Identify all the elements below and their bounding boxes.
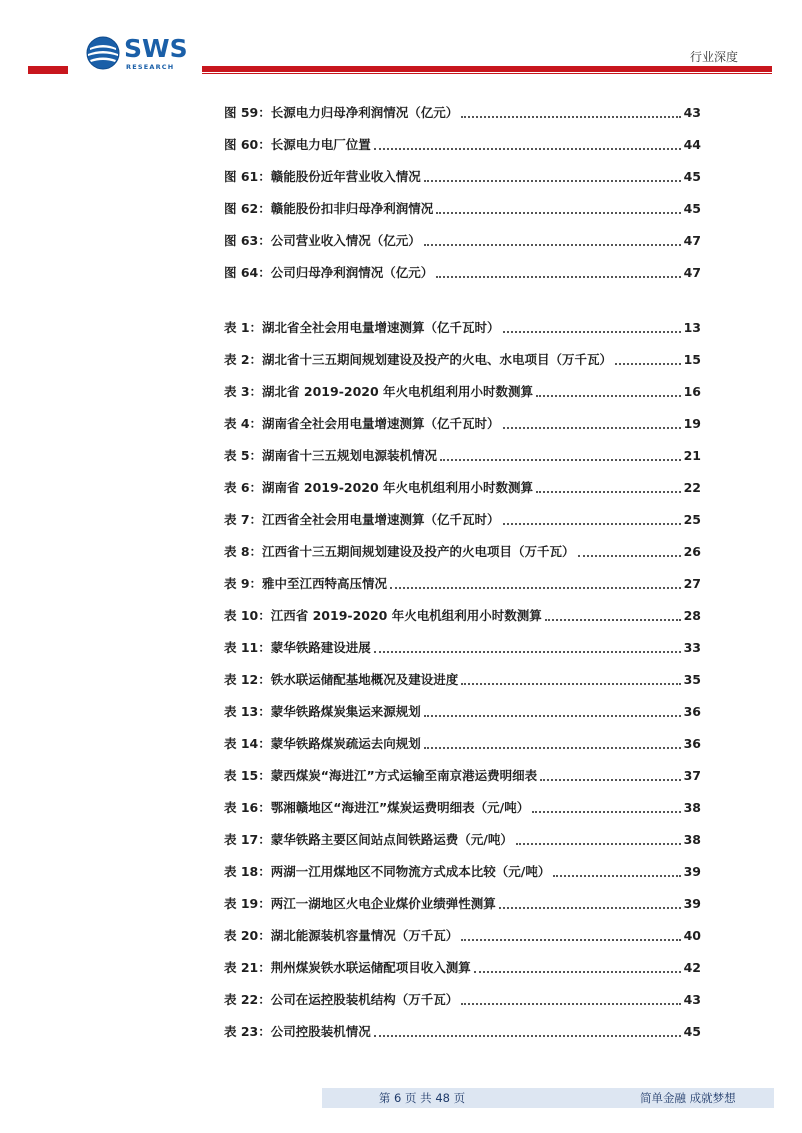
toc-leader-dots	[374, 1035, 681, 1037]
toc-entry[interactable]	[224, 733, 701, 753]
toc-entry-label: 表 1：湖北省全社会用电量增速测算（亿千瓦时）	[224, 320, 500, 335]
toc-entry-page: 45	[683, 169, 701, 184]
toc-entry-label: 图 59：长源电力归母净利润情况（亿元）	[224, 105, 459, 120]
toc-entry[interactable]	[224, 989, 701, 1009]
toc-entry-label: 图 61：赣能股份近年营业收入情况	[224, 169, 421, 184]
toc-leader-dots	[503, 523, 681, 525]
toc-entry-label: 表 7：江西省全社会用电量增速测算（亿千瓦时）	[224, 512, 500, 527]
toc-entry[interactable]	[224, 957, 701, 977]
toc-entry-page: 40	[683, 928, 701, 943]
toc-entry-label: 表 21：荆州煤炭铁水联运储配项目收入测算	[224, 960, 471, 975]
toc-entry[interactable]	[224, 445, 701, 465]
toc-entry[interactable]	[224, 413, 701, 433]
toc-leader-dots	[424, 747, 681, 749]
toc-leader-dots	[499, 907, 681, 909]
toc-leader-dots	[461, 939, 680, 941]
toc-entry-label: 图 63：公司营业收入情况（亿元）	[224, 233, 421, 248]
toc-entry-page: 36	[683, 736, 701, 751]
toc-entry-page: 42	[683, 960, 701, 975]
toc-entry-label: 表 11：蒙华铁路建设进展	[224, 640, 371, 655]
toc-entry[interactable]	[224, 1021, 701, 1041]
toc-entry-label: 表 9：雅中至江西特高压情况	[224, 576, 388, 591]
toc-entry-label: 表 6：湖南省 2019-2020 年火电机组利用小时数测算	[224, 480, 534, 495]
toc-leader-dots	[436, 212, 680, 214]
toc-entry-page: 39	[683, 864, 701, 879]
toc-entry[interactable]	[224, 381, 701, 401]
toc-entry[interactable]	[224, 477, 701, 497]
toc-entry[interactable]	[224, 262, 701, 282]
toc-leader-dots	[390, 587, 681, 589]
toc-entry-label: 表 13：蒙华铁路煤炭集运来源规划	[224, 704, 421, 719]
toc-entry[interactable]	[224, 829, 701, 849]
toc-entry-label: 图 64：公司归母净利润情况（亿元）	[224, 265, 434, 280]
toc-entry-label: 图 60：长源电力电厂位置	[224, 137, 371, 152]
toc-entry[interactable]	[224, 198, 701, 218]
logo-subtext: RESEARCH	[126, 63, 175, 71]
toc-entry-page: 26	[683, 544, 701, 559]
logo-text: SWS	[124, 34, 188, 63]
toc-entry[interactable]	[224, 925, 701, 945]
toc-leader-dots	[545, 619, 681, 621]
toc-entry[interactable]	[224, 765, 701, 785]
toc-entry[interactable]	[224, 230, 701, 250]
toc-entry-page: 45	[683, 1024, 701, 1039]
toc-entry-label: 表 20：湖北能源装机容量情况（万千瓦）	[224, 928, 459, 943]
toc-entry-page: 25	[683, 512, 701, 527]
toc-entry-page: 38	[683, 800, 701, 815]
toc-entry[interactable]	[224, 134, 701, 154]
toc-entry[interactable]	[224, 509, 701, 529]
toc-entry-page: 15	[683, 352, 701, 367]
toc-leader-dots	[553, 875, 680, 877]
toc-leader-dots	[503, 427, 681, 429]
toc-leader-dots	[615, 363, 681, 365]
toc-entry[interactable]	[224, 861, 701, 881]
toc-leader-dots	[503, 331, 681, 333]
toc-entry-label: 表 5：湖南省十三五规划电源装机情况	[224, 448, 438, 463]
toc-entry[interactable]	[224, 605, 701, 625]
header-rule-right	[202, 66, 772, 72]
toc-entry-label: 表 3：湖北省 2019-2020 年火电机组利用小时数测算	[224, 384, 534, 399]
toc-entry-label: 表 23：公司控股装机情况	[224, 1024, 371, 1039]
toc-leader-dots	[424, 180, 681, 182]
toc-entry-label: 表 18：两湖一江用煤地区不同物流方式成本比较（元/吨）	[224, 864, 551, 879]
toc-entry-page: 21	[683, 448, 701, 463]
toc-entry-label: 表 4：湖南省全社会用电量增速测算（亿千瓦时）	[224, 416, 500, 431]
toc-entry-label: 表 17：蒙华铁路主要区间站点间铁路运费（元/吨）	[224, 832, 513, 847]
toc-entry-label: 图 62：赣能股份扣非归母净利润情况	[224, 201, 434, 216]
toc-leader-dots	[536, 395, 681, 397]
toc-entry-page: 47	[683, 265, 701, 280]
toc-entry-page: 47	[683, 233, 701, 248]
toc-entry[interactable]	[224, 797, 701, 817]
toc-entry[interactable]	[224, 669, 701, 689]
toc-entry[interactable]	[224, 317, 701, 337]
toc-entry-page: 19	[683, 416, 701, 431]
toc-leader-dots	[374, 651, 681, 653]
toc-entry-page: 22	[683, 480, 701, 495]
toc-entry-label: 表 2：湖北省十三五期间规划建设及投产的火电、水电项目（万千瓦）	[224, 352, 613, 367]
toc-entry-label: 表 14：蒙华铁路煤炭疏运去向规划	[224, 736, 421, 751]
toc-leader-dots	[516, 843, 681, 845]
toc-leader-dots	[424, 244, 681, 246]
toc-entry-page: 39	[683, 896, 701, 911]
toc-entry-page: 16	[683, 384, 701, 399]
toc-entry-page: 45	[683, 201, 701, 216]
toc-leader-dots	[461, 683, 680, 685]
toc-entry-page: 33	[683, 640, 701, 655]
toc-entry-page: 43	[683, 992, 701, 1007]
toc-entry[interactable]	[224, 701, 701, 721]
footer-slogan: 简单金融 成就梦想	[640, 1091, 736, 1105]
page-indicator: 第 6 页 共 48 页	[378, 1091, 466, 1105]
toc-entry-page: 28	[683, 608, 701, 623]
toc-leader-dots	[440, 459, 681, 461]
toc-entry-page: 35	[683, 672, 701, 687]
header-rule-right-thin	[202, 73, 772, 74]
toc-leader-dots	[436, 276, 680, 278]
toc-leader-dots	[461, 1003, 680, 1005]
header-rule-left-thin	[28, 73, 68, 74]
toc-entry-page: 43	[683, 105, 701, 120]
header-rule-left	[28, 66, 68, 73]
toc-entry-page: 37	[683, 768, 701, 783]
toc-entry-label: 表 12：铁水联运储配基地概况及建设进度	[224, 672, 459, 687]
toc-entry-page: 36	[683, 704, 701, 719]
toc-entry[interactable]	[224, 637, 701, 657]
toc-entry[interactable]	[224, 541, 701, 561]
toc-leader-dots	[532, 811, 680, 813]
toc-entry-page: 13	[683, 320, 701, 335]
toc-entry[interactable]	[224, 573, 701, 593]
toc-entry-label: 表 16：鄂湘赣地区“海进江”煤炭运费明细表（元/吨）	[224, 800, 530, 815]
toc-entry-label: 表 10：江西省 2019-2020 年火电机组利用小时数测算	[224, 608, 542, 623]
toc-entry-label: 表 15：蒙西煤炭“海进江”方式运输至南京港运费明细表	[224, 768, 538, 783]
toc-leader-dots	[474, 971, 681, 973]
sws-logo	[86, 34, 196, 74]
toc-leader-dots	[374, 148, 681, 150]
toc-entry-label: 表 19：两江一湖地区火电企业煤价业绩弹性测算	[224, 896, 496, 911]
toc-entry[interactable]	[224, 166, 701, 186]
toc-entry-label: 表 22：公司在运控股装机结构（万千瓦）	[224, 992, 459, 1007]
globe-icon	[86, 36, 120, 70]
report-type-label: 行业深度	[689, 50, 738, 64]
toc-leader-dots	[424, 715, 681, 717]
toc-entry-label: 表 8：江西省十三五期间规划建设及投产的火电项目（万千瓦）	[224, 544, 575, 559]
toc-leader-dots	[540, 779, 680, 781]
toc-entry-page: 38	[683, 832, 701, 847]
toc-entry[interactable]	[224, 893, 701, 913]
toc-entry[interactable]	[224, 349, 701, 369]
toc-entry[interactable]	[224, 102, 701, 122]
toc-entry-page: 27	[683, 576, 701, 591]
toc-leader-dots	[536, 491, 681, 493]
toc-leader-dots	[461, 116, 680, 118]
toc-entry-page: 44	[683, 137, 701, 152]
toc-leader-dots	[578, 555, 681, 557]
